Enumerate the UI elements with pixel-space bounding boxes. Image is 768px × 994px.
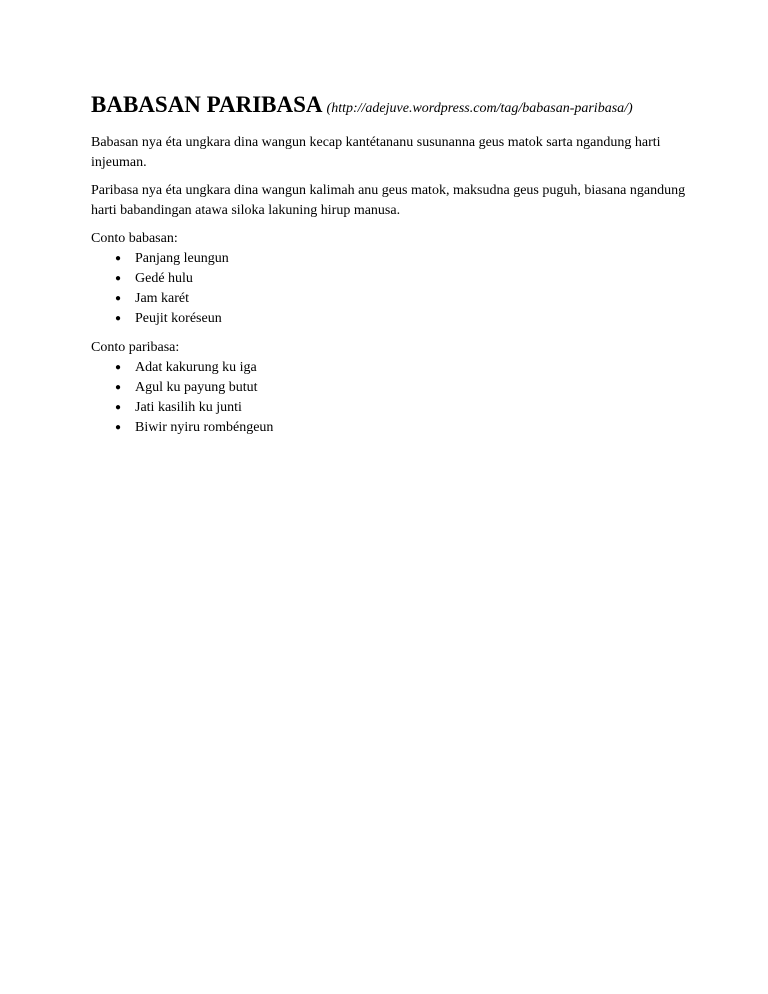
list-item-text: Agul ku payung butut <box>135 380 258 395</box>
heading-line <box>91 88 691 126</box>
list-item <box>91 269 691 289</box>
list-item <box>91 378 691 398</box>
bullet-icon: ● <box>115 382 122 393</box>
list-item <box>91 398 691 418</box>
babasan-list <box>91 249 691 329</box>
document-title: BABASAN PARIBASA <box>91 92 323 117</box>
document-page <box>91 88 691 447</box>
paragraph-babasan-definition: Babasan nya éta ungkara dina wangun kecap kantétananu susunanna geus matok sarta ngandung harti injeuman. <box>91 135 661 170</box>
paribasa-list-label: Conto paribasa: <box>91 340 180 355</box>
list-item-text: Gedé hulu <box>135 271 193 286</box>
bullet-icon: ● <box>115 402 122 413</box>
bullet-icon: ● <box>115 422 122 433</box>
bullet-icon: ● <box>115 313 122 324</box>
list-item-text: Panjang leungun <box>135 251 229 266</box>
list-item <box>91 289 691 309</box>
list-item-text: Jam karét <box>135 291 190 306</box>
babasan-list-label: Conto babasan: <box>91 231 178 246</box>
list-item-text: Jati kasilih ku junti <box>135 400 242 415</box>
list-item <box>91 249 691 269</box>
source-link[interactable]: (http://adejuve.wordpress.com/tag/babasan-paribasa/) <box>326 101 633 116</box>
list-item-text: Adat kakurung ku iga <box>135 360 257 375</box>
paragraph-paribasa-definition: Paribasa nya éta ungkara dina wangun kalimah anu geus matok, maksudna geus puguh, biasana ngandung harti babandingan atawa siloka lakuning hirup manusa. <box>91 183 686 218</box>
list-item <box>91 358 691 378</box>
bullet-icon: ● <box>115 273 122 284</box>
list-item <box>91 418 691 438</box>
bullet-icon: ● <box>115 253 122 264</box>
paribasa-list <box>91 358 691 438</box>
list-item-text: Peujit koréseun <box>135 311 222 326</box>
list-item <box>91 309 691 329</box>
bullet-icon: ● <box>115 293 122 304</box>
list-item-text: Biwir nyiru rombéngeun <box>135 420 274 435</box>
bullet-icon: ● <box>115 362 122 373</box>
